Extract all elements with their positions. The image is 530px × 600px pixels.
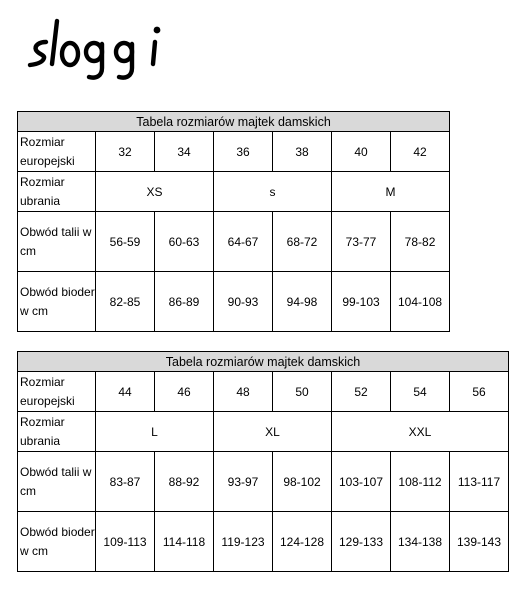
hips-cell: 104-108 [391, 272, 450, 332]
eu-size-cell: 56 [450, 372, 509, 412]
waist-cell: 56-59 [96, 212, 155, 272]
hips-cell: 119-123 [214, 512, 273, 572]
hips-cell: 129-133 [332, 512, 391, 572]
hips-cell: 90-93 [214, 272, 273, 332]
clothing-size-cell: s [214, 172, 332, 212]
table-title: Tabela rozmiarów majtek damskich [18, 112, 450, 132]
clothing-size-cell: M [332, 172, 450, 212]
clothing-size-cell: L [96, 412, 214, 452]
waist-cell: 113-117 [450, 452, 509, 512]
row-label-waist: Obwód talii w cm [18, 212, 96, 272]
waist-cell: 64-67 [214, 212, 273, 272]
row-label-hips: Obwód bioder w cm [18, 512, 96, 572]
hips-cell: 94-98 [273, 272, 332, 332]
eu-size-cell: 40 [332, 132, 391, 172]
eu-size-cell: 54 [391, 372, 450, 412]
waist-cell: 73-77 [332, 212, 391, 272]
size-table-1 [17, 111, 450, 332]
waist-cell: 60-63 [155, 212, 214, 272]
eu-size-cell: 36 [214, 132, 273, 172]
hips-cell: 134-138 [391, 512, 450, 572]
eu-size-cell: 48 [214, 372, 273, 412]
waist-cell: 93-97 [214, 452, 273, 512]
clothing-size-cell: XXL [332, 412, 509, 452]
eu-size-cell: 46 [155, 372, 214, 412]
waist-cell: 78-82 [391, 212, 450, 272]
hips-cell: 124-128 [273, 512, 332, 572]
row-label-clothing-size: Rozmiar ubrania [18, 412, 96, 452]
eu-size-cell: 34 [155, 132, 214, 172]
waist-cell: 88-92 [155, 452, 214, 512]
clothing-size-cell: XS [96, 172, 214, 212]
waist-cell: 83-87 [96, 452, 155, 512]
waist-cell: 103-107 [332, 452, 391, 512]
eu-size-cell: 32 [96, 132, 155, 172]
hips-cell: 114-118 [155, 512, 214, 572]
hips-cell: 109-113 [96, 512, 155, 572]
hips-cell: 86-89 [155, 272, 214, 332]
table-title: Tabela rozmiarów majtek damskich [18, 352, 509, 372]
eu-size-cell: 42 [391, 132, 450, 172]
size-table-2 [17, 351, 509, 572]
row-label-hips: Obwód bioder w cm [18, 272, 96, 332]
hips-cell: 139-143 [450, 512, 509, 572]
eu-size-cell: 52 [332, 372, 391, 412]
clothing-size-cell: XL [214, 412, 332, 452]
hips-cell: 99-103 [332, 272, 391, 332]
waist-cell: 68-72 [273, 212, 332, 272]
row-label-eu-size: Rozmiar europejski [18, 132, 96, 172]
row-label-clothing-size: Rozmiar ubrania [18, 172, 96, 212]
sloggi-logo [26, 18, 166, 80]
waist-cell: 98-102 [273, 452, 332, 512]
eu-size-cell: 44 [96, 372, 155, 412]
row-label-waist: Obwód talii w cm [18, 452, 96, 512]
hips-cell: 82-85 [96, 272, 155, 332]
eu-size-cell: 38 [273, 132, 332, 172]
eu-size-cell: 50 [273, 372, 332, 412]
row-label-eu-size: Rozmiar europejski [18, 372, 96, 412]
waist-cell: 108-112 [391, 452, 450, 512]
